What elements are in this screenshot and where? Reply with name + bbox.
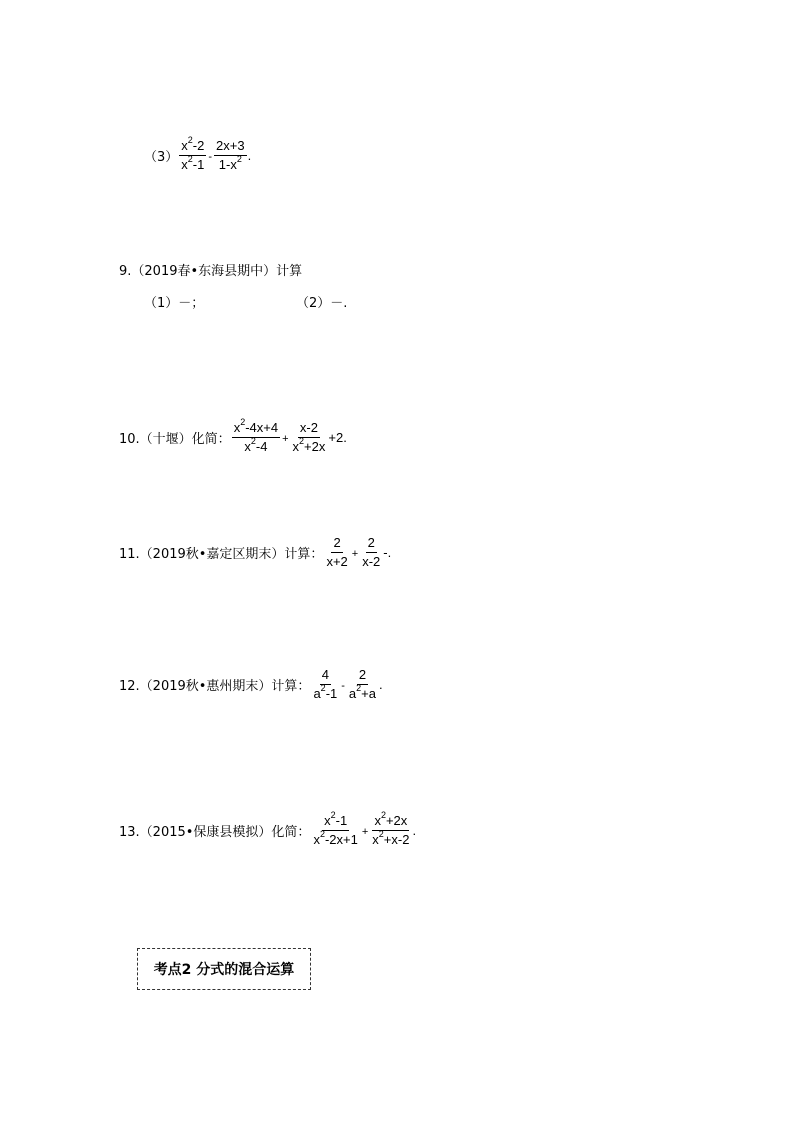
problem-3-label: （3） xyxy=(144,150,179,165)
question-9-part-1: （1）－； xyxy=(144,296,205,311)
fraction: $\frac{2x+3}{1-x^2}$ xyxy=(216,138,245,172)
fraction: $\frac{x^2-2}{x^2-1}$ xyxy=(181,134,205,172)
operator: - xyxy=(208,150,213,163)
question-11-label: 11.（2019秋•嘉定区期末）计算： xyxy=(119,547,324,562)
operator: + xyxy=(361,825,369,838)
fraction: $\frac{4}{a^2-1}$ xyxy=(313,667,338,701)
fraction: $\frac{2}{a^2+a}$ xyxy=(348,667,376,701)
fraction: $\frac{2}{x+2}$ xyxy=(326,535,348,569)
fraction: $\frac{x^2-4x+4}{x^2-4}$ xyxy=(233,416,279,454)
fraction: $\frac{x^2+2x}{x^2+x-2}$ xyxy=(372,809,410,847)
operator: - xyxy=(341,679,345,692)
operator: + xyxy=(351,547,359,560)
section-heading-box xyxy=(137,948,311,990)
question-13-label: 13.（2015•保康县模拟）化简： xyxy=(119,825,311,840)
question-12-label: 12.（2019秋•惠州期末）计算： xyxy=(119,679,311,694)
fraction: $\frac{2}{x-2}$ xyxy=(362,535,381,569)
fraction: $\frac{x-2}{x^2+2x}$ xyxy=(292,420,326,454)
question-9-title: 9.（2019春•东海县期中）计算 xyxy=(119,264,303,279)
fraction: $\frac{x^2-1}{x^2-2x+1}$ xyxy=(313,809,358,847)
question-10: 10.（十堰）化简： $\frac{x^2-4x+4}{x^2-4}$ + $\frac{x-2}{x^2+2x}$ +2. xyxy=(119,416,347,454)
question-13: 13.（2015•保康县模拟）化简： $\frac{x^2-1}{x^2-2x+1}$ + $\frac{x^2+2x}{x^2+x-2}$ . xyxy=(119,809,417,847)
question-10-label: 10.（十堰）化简： xyxy=(119,432,231,447)
problem-3: （3） $\frac{x^2-2}{x^2-1}$ - $\frac{2x+3}{1-x^2}$ . xyxy=(144,134,252,172)
section-title: 考点2 分式的混合运算 xyxy=(153,962,295,978)
operator: + xyxy=(282,432,289,445)
question-9-part-2: （2）－. xyxy=(296,296,348,311)
question-12: 12.（2019秋•惠州期末）计算： $\frac{4}{a^2-1}$ - $\frac{2}{a^2+a}$ . xyxy=(119,667,383,701)
question-11: 11.（2019秋•嘉定区期末）计算： $\frac{2}{x+2}$ + $\frac{2}{x-2}$ -. xyxy=(119,535,392,569)
